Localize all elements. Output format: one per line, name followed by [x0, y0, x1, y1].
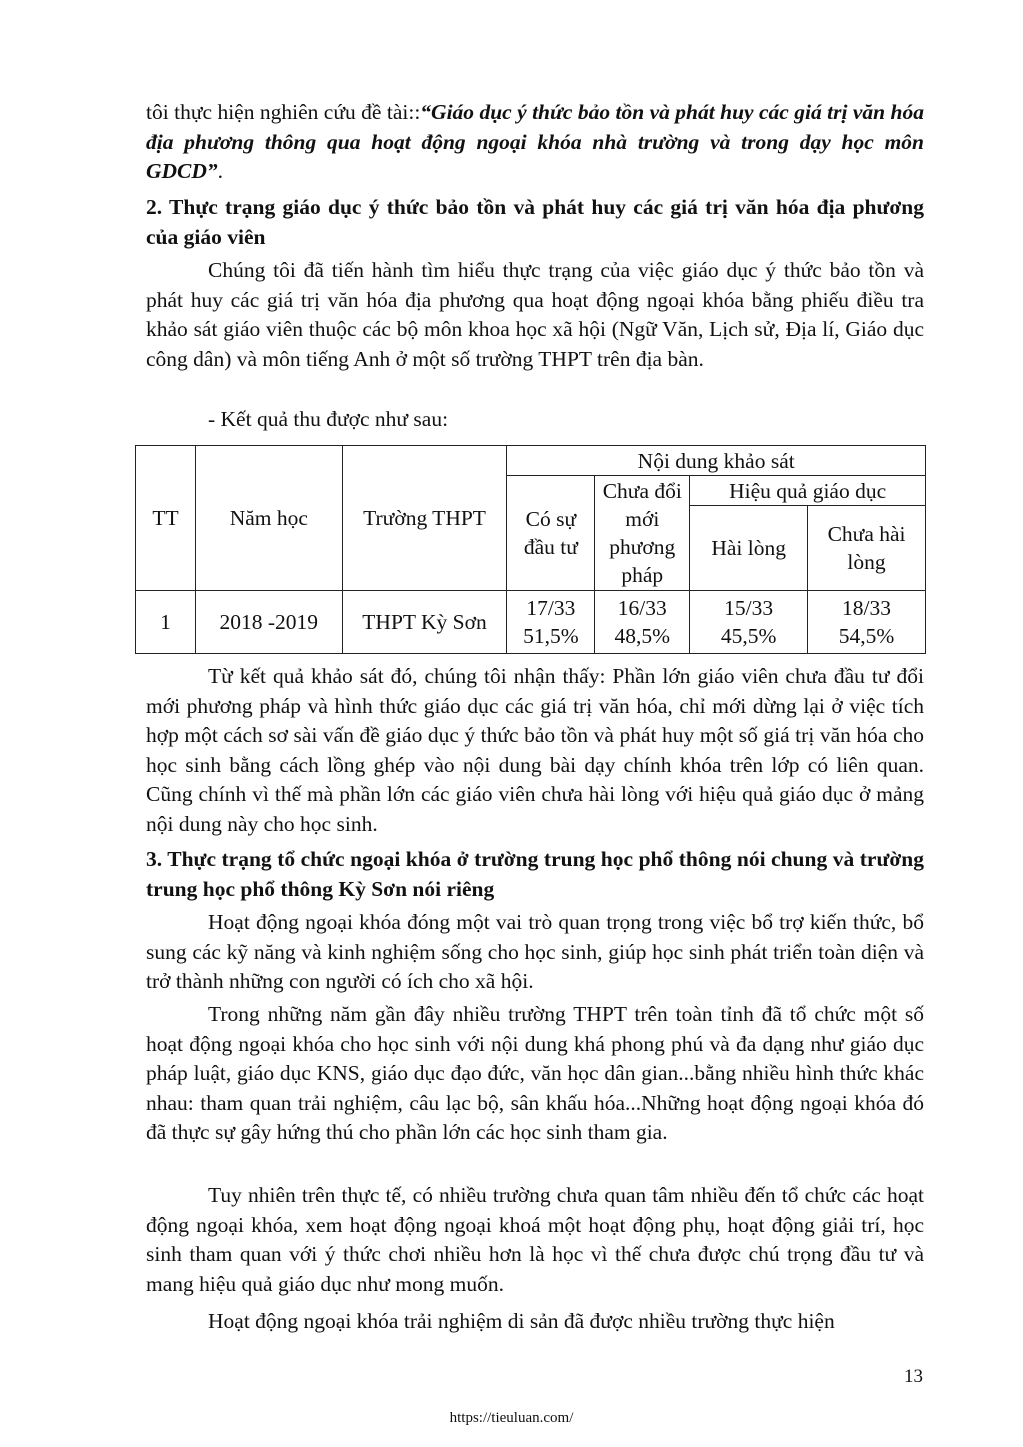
research-title: “Giáo dục ý thức bảo tồn và phát huy các giá trị văn hóa địa phương thông qua hoạt động ngoại khóa nhà trường và trong dạy học môn GDCD” [146, 100, 924, 183]
header-effectiveness: Hiệu quả giáo dục [690, 476, 926, 506]
header-invest: Có sự đầu tư [507, 476, 595, 591]
cell-tt: 1 [136, 591, 196, 654]
cell-school: THPT Kỳ Sơn [342, 591, 507, 654]
cell-not-innovate-count: 16/33 [617, 596, 667, 620]
header-year: Năm học [195, 446, 342, 591]
recent-activities-paragraph: Trong những năm gần đây nhiều trường THPT trên toàn tỉnh đã tổ chức một số hoạt động ngoại khóa cho học sinh với nội dung khá phong phú và đa dạng như giáo dục pháp luật, giáo dục KNS, giáo dục đạo đức, văn học dân gian...bằng nhiều hình thức khác nhau: tham quan trải nghiệm, câu lạc bộ, sân khấu hóa...Những hoạt động ngoại khóa đó đã thực sự gây hứng thú cho phần lớn các học sinh tham gia. [146, 1002, 924, 1144]
cell-unsatisfied [808, 591, 926, 654]
cell-invest-count: 17/33 [526, 596, 576, 620]
cell-satisfied-pct: 45,5% [720, 624, 777, 648]
section-heading-3: 3. Thực trạng tổ chức ngoại khóa ở trường trung học phổ thông nói chung và trường trung học phổ thông Kỳ Sơn nói riêng [146, 847, 924, 901]
header-satisfied: Hài lòng [690, 506, 808, 591]
intro-lead: tôi thực hiện nghiên cứu đề tài:: [146, 100, 421, 124]
section-heading-2: 2. Thực trạng giáo dục ý thức bảo tồn và phát huy các giá trị văn hóa địa phương của giáo viên [146, 195, 924, 249]
survey-table [135, 445, 926, 654]
cell-not-innovate-pct: 48,5% [614, 624, 671, 648]
intro-tail: . [217, 159, 224, 183]
cell-satisfied-count: 15/33 [724, 596, 774, 620]
cell-unsatisfied-count: 18/33 [842, 596, 892, 620]
cell-unsatisfied-pct: 54,5% [838, 624, 895, 648]
table-row [136, 591, 926, 654]
cell-not-innovate [595, 591, 690, 654]
cell-year: 2018 -2019 [195, 591, 342, 654]
header-school: Trường THPT [342, 446, 507, 591]
header-not-innovate: Chưa đổi mới phương pháp [595, 476, 690, 591]
header-unsatisfied: Chưa hài lòng [808, 506, 926, 591]
cell-invest [507, 591, 595, 654]
cell-satisfied [690, 591, 808, 654]
cell-invest-pct: 51,5% [523, 624, 579, 648]
header-survey-content: Nội dung khảo sát [507, 446, 926, 476]
role-paragraph: Hoạt động ngoại khóa đóng một vai trò quan trọng trong việc bổ trợ kiến thức, bổ sung các kỹ năng và kinh nghiệm sống cho học sinh, giúp học sinh phát triển toàn diện và trở thành những con người có ích cho xã hội. [146, 910, 924, 993]
however-paragraph: Tuy nhiên trên thực tế, có nhiều trường chưa quan tâm nhiều đến tổ chức các hoạt động ngoại khóa, xem hoạt động ngoại khoá một hoạt động phụ, hoạt động giải trí, học sinh tham quan với ý thức chơi nhiều hơn là học vì thế chưa được chú trọng đầu tư và mang hiệu quả giáo dục như mong muốn. [146, 1183, 924, 1296]
page-number: 13 [904, 1366, 923, 1387]
conclusion-paragraph: Từ kết quả khảo sát đó, chúng tôi nhận thấy: Phần lớn giáo viên chưa đầu tư đổi mới phương pháp và hình thức giáo dục các giá trị văn hóa, chỉ mới dừng lại ở việc tích hợp một cách sơ sài vấn đề giáo dục ý thức bảo tồn và phát huy một số giá trị văn hóa cho học sinh bằng cách lồng ghép vào nội dung bài dạy chính khóa trên lớp có liên quan. Cũng chính vì thế mà phần lớn các giáo viên chưa hài lòng với hiệu quả giáo dục ở mảng nội dung này cho học sinh. [146, 664, 924, 836]
header-tt: TT [136, 446, 196, 591]
survey-paragraph: Chúng tôi đã tiến hành tìm hiểu thực trạng của việc giáo dục ý thức bảo tồn và phát huy các giá trị văn hóa địa phương qua hoạt động ngoại khóa bằng phiếu điều tra khảo sát giáo viên thuộc các bộ môn khoa học xã hội (Ngữ Văn, Lịch sử, Địa lí, Giáo dục công dân) và môn tiếng Anh ở một số trường THPT trên địa bàn. [146, 258, 924, 371]
intro-paragraph [146, 98, 924, 187]
footer-url: https://tieuluan.com/ [449, 1410, 574, 1426]
result-label: - Kết quả thu được như sau: [208, 407, 449, 431]
last-paragraph: Hoạt động ngoại khóa trải nghiệm di sản đã được nhiều trường thực hiện [208, 1309, 835, 1333]
